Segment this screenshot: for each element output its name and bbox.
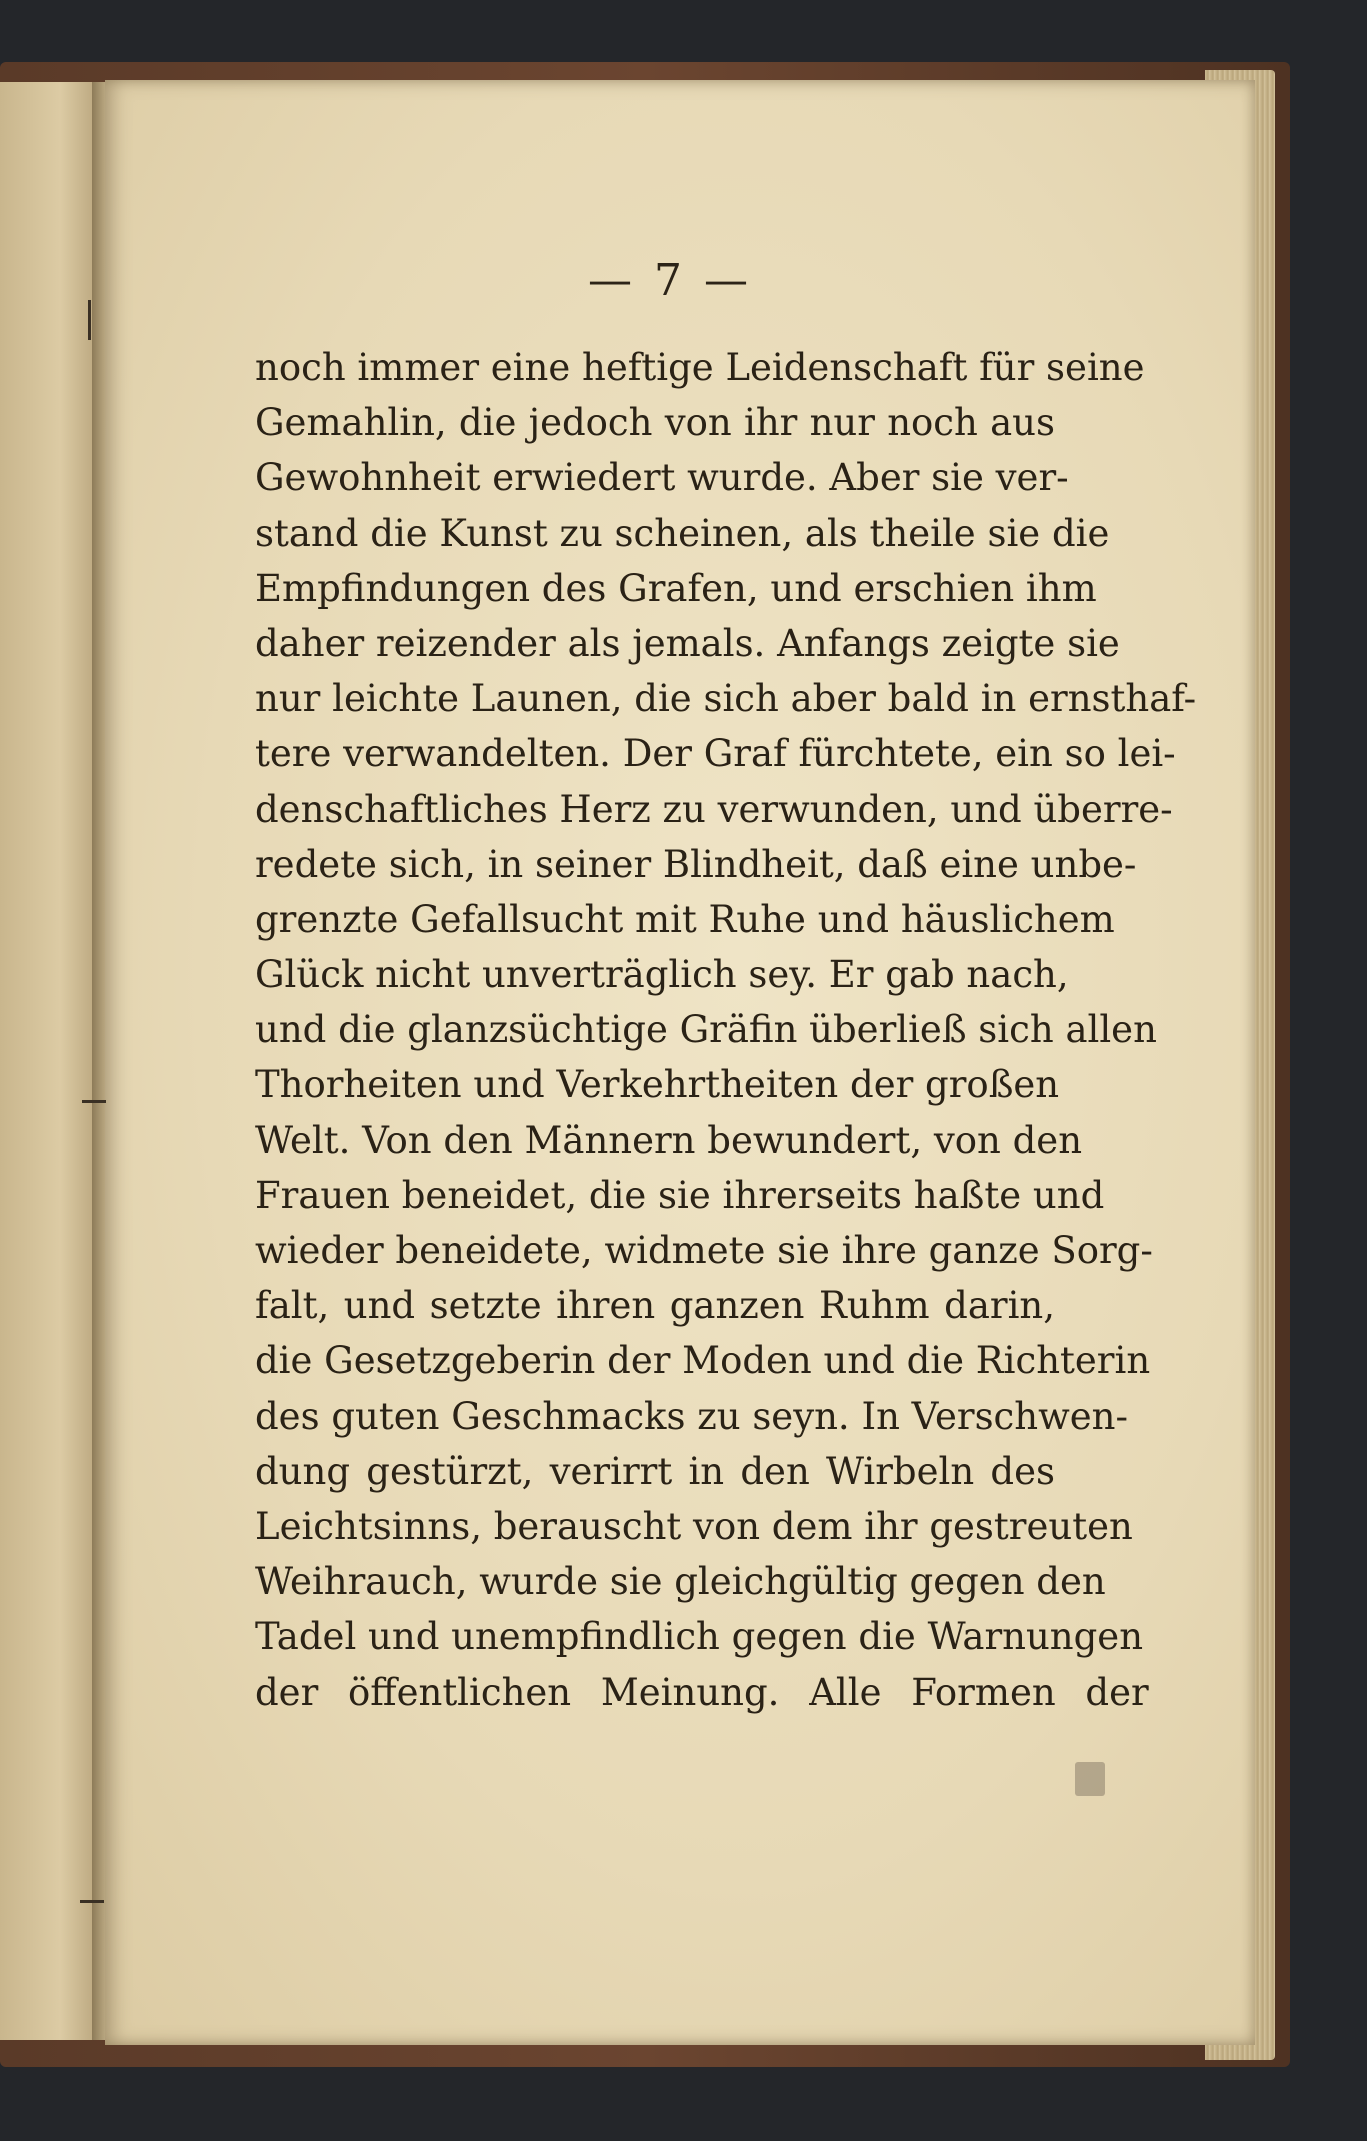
ink-mark (80, 1900, 104, 1903)
ink-mark (82, 1100, 106, 1103)
text-line: Weihrauch, wurde sie gleichgültig gegen den (255, 1560, 1106, 1604)
text-line: Gewohnheit erwiedert wurde. Aber sie ver- (255, 456, 1069, 500)
text-line: tere verwandelten. Der Graf fürchtete, ein so lei- (255, 732, 1176, 776)
text-line: denschaftliches Herz zu verwunden, und überre- (255, 787, 1173, 831)
text-line: die Gesetzgeberin der Moden und die Richterin (255, 1339, 1151, 1383)
text-line: stand die Kunst zu scheinen, als theile sie die (255, 511, 1110, 555)
text-line: Glück nicht unverträglich sey. Er gab nach, (255, 953, 1069, 997)
text-line: Leichtsinns, berauscht von dem ihr gestreuten (255, 1504, 1133, 1548)
text-line: nur leichte Launen, die sich aber bald in ernsthaf- (255, 677, 1197, 721)
text-line: Thorheiten und Verkehrtheiten der großen (255, 1063, 1060, 1107)
page-body-text (255, 340, 1197, 1720)
text-line: dung gestürzt, verirrt in den Wirbeln des (255, 1449, 1055, 1493)
text-line: Tadel und unempfindlich gegen die Warnungen (255, 1615, 1144, 1659)
text-line: grenzte Gefallsucht mit Ruhe und häuslichem (255, 897, 1115, 941)
text-line: Gemahlin, die jedoch von ihr nur noch aus (255, 401, 1055, 445)
paper-stain (1075, 1762, 1105, 1796)
page-number: — 7 — (588, 255, 752, 306)
ink-mark (88, 300, 91, 340)
text-line: des guten Geschmacks zu seyn. In Verschwen- (255, 1394, 1129, 1438)
text-line: Welt. Von den Männern bewundert, von den (255, 1118, 1083, 1162)
left-page-edge (0, 82, 100, 2040)
text-line: und die glanzsüchtige Gräfin überließ sich allen (255, 1008, 1157, 1052)
text-line: wieder beneidete, widmete sie ihre ganze Sorg- (255, 1229, 1153, 1272)
text-line: Frauen beneidet, die sie ihrerseits haßte und (255, 1173, 1105, 1217)
text-line: noch immer eine heftige Leidenschaft für seine (255, 346, 1145, 389)
text-line: der öffentlichen Meinung. Alle Formen der (255, 1670, 1149, 1714)
text-line: daher reizender als jemals. Anfangs zeigte sie (255, 621, 1120, 665)
text-line: falt, und setzte ihren ganzen Ruhm darin, (255, 1284, 1055, 1328)
text-line: redete sich, in seiner Blindheit, daß eine unbe- (255, 842, 1137, 886)
text-line: Empfindungen des Grafen, und erschien ihm (255, 566, 1097, 610)
